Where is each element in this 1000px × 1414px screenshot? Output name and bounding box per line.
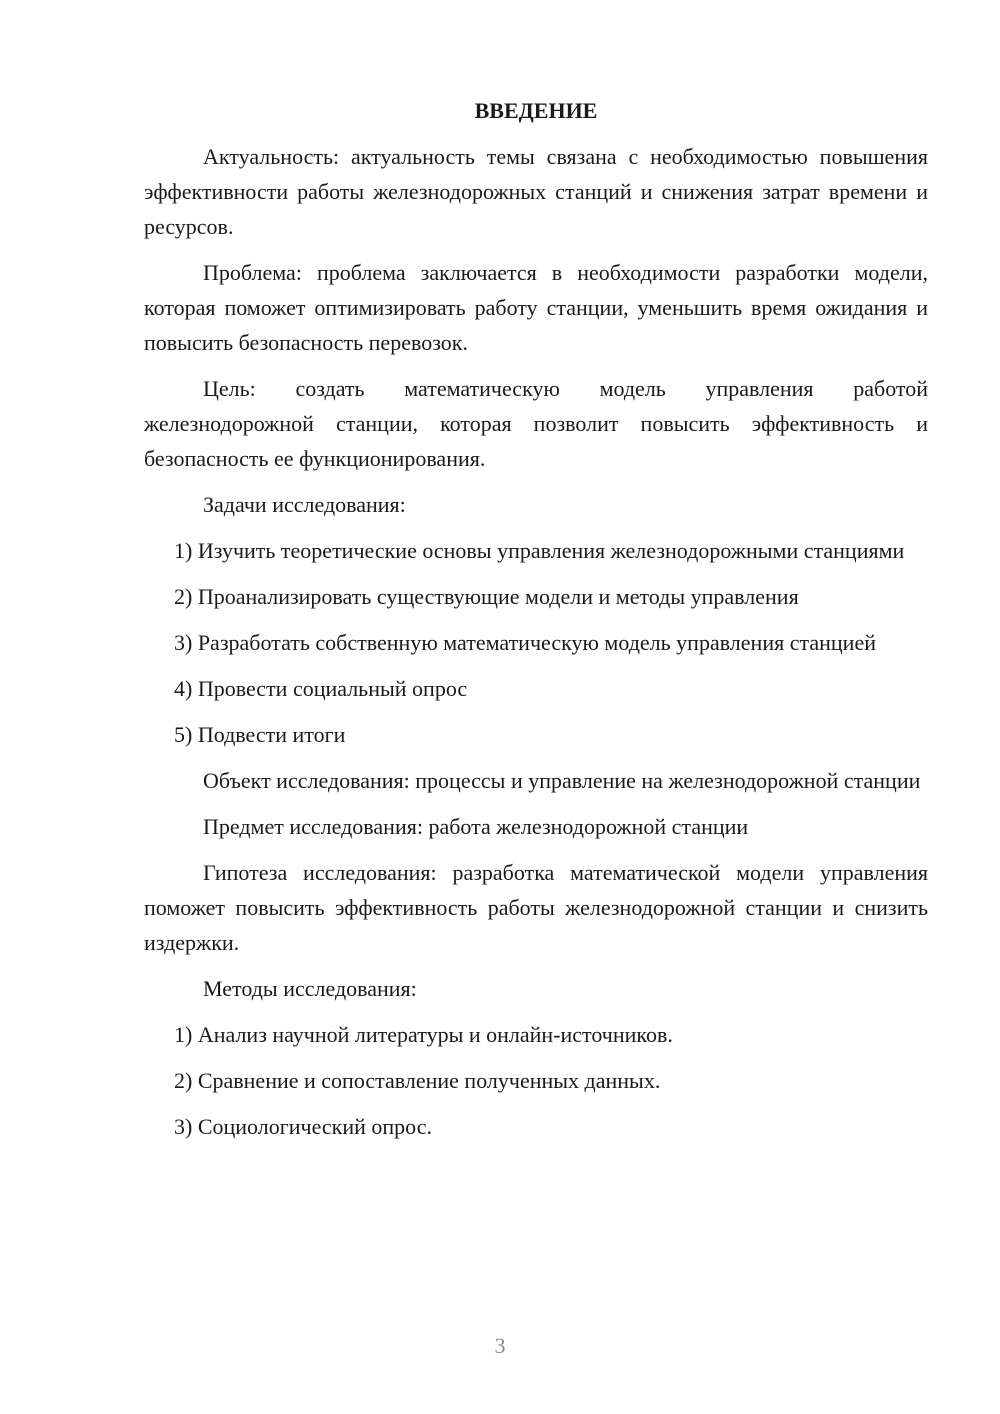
task-item: 5) Подвести итоги: [174, 722, 346, 747]
method-item: 2) Сравнение и сопоставление полученных данных.: [174, 1068, 661, 1093]
hypothesis-paragraph: Гипотеза исследования: разработка математической модели управления поможет повысить эффективность работы железнодорожной станции и снизить издержки.: [144, 860, 928, 955]
problem-paragraph: Проблема: проблема заключается в необходимости разработки модели, которая поможет оптимизировать работу станции, уменьшить время ожидания и повысить безопасность перевозок.: [144, 260, 928, 355]
task-item: 3) Разработать собственную математическую модель управления станцией: [174, 630, 876, 655]
subject-paragraph: Предмет исследования: работа железнодорожной станции: [203, 814, 749, 839]
tasks-heading: Задачи исследования:: [203, 492, 406, 517]
object-paragraph: Объект исследования: процессы и управление на железнодорожной станции: [203, 768, 921, 793]
method-item: 1) Анализ научной литературы и онлайн-источников.: [174, 1022, 673, 1047]
document-page: [144, 96, 928, 1155]
task-item: 2) Проанализировать существующие модели и методы управления: [174, 584, 799, 609]
method-item: 3) Социологический опрос.: [174, 1114, 432, 1139]
section-title: ВВЕДЕНИЕ: [474, 98, 598, 123]
methods-heading: Методы исследования:: [203, 976, 417, 1001]
task-item: 4) Провести социальный опрос: [174, 676, 468, 701]
task-item: 1) Изучить теоретические основы управления железнодорожными станциями: [174, 538, 905, 563]
relevance-paragraph: Актуальность: актуальность темы связана с необходимостью повышения эффективности работы железнодорожных станций и снижения затрат времени и ресурсов.: [144, 144, 928, 239]
page-number: 3: [494, 1333, 506, 1358]
goal-paragraph: Цель: создать математическую модель управления работой железнодорожной станции, которая позволит повысить эффективность и безопасность ее функционирования.: [144, 376, 928, 471]
